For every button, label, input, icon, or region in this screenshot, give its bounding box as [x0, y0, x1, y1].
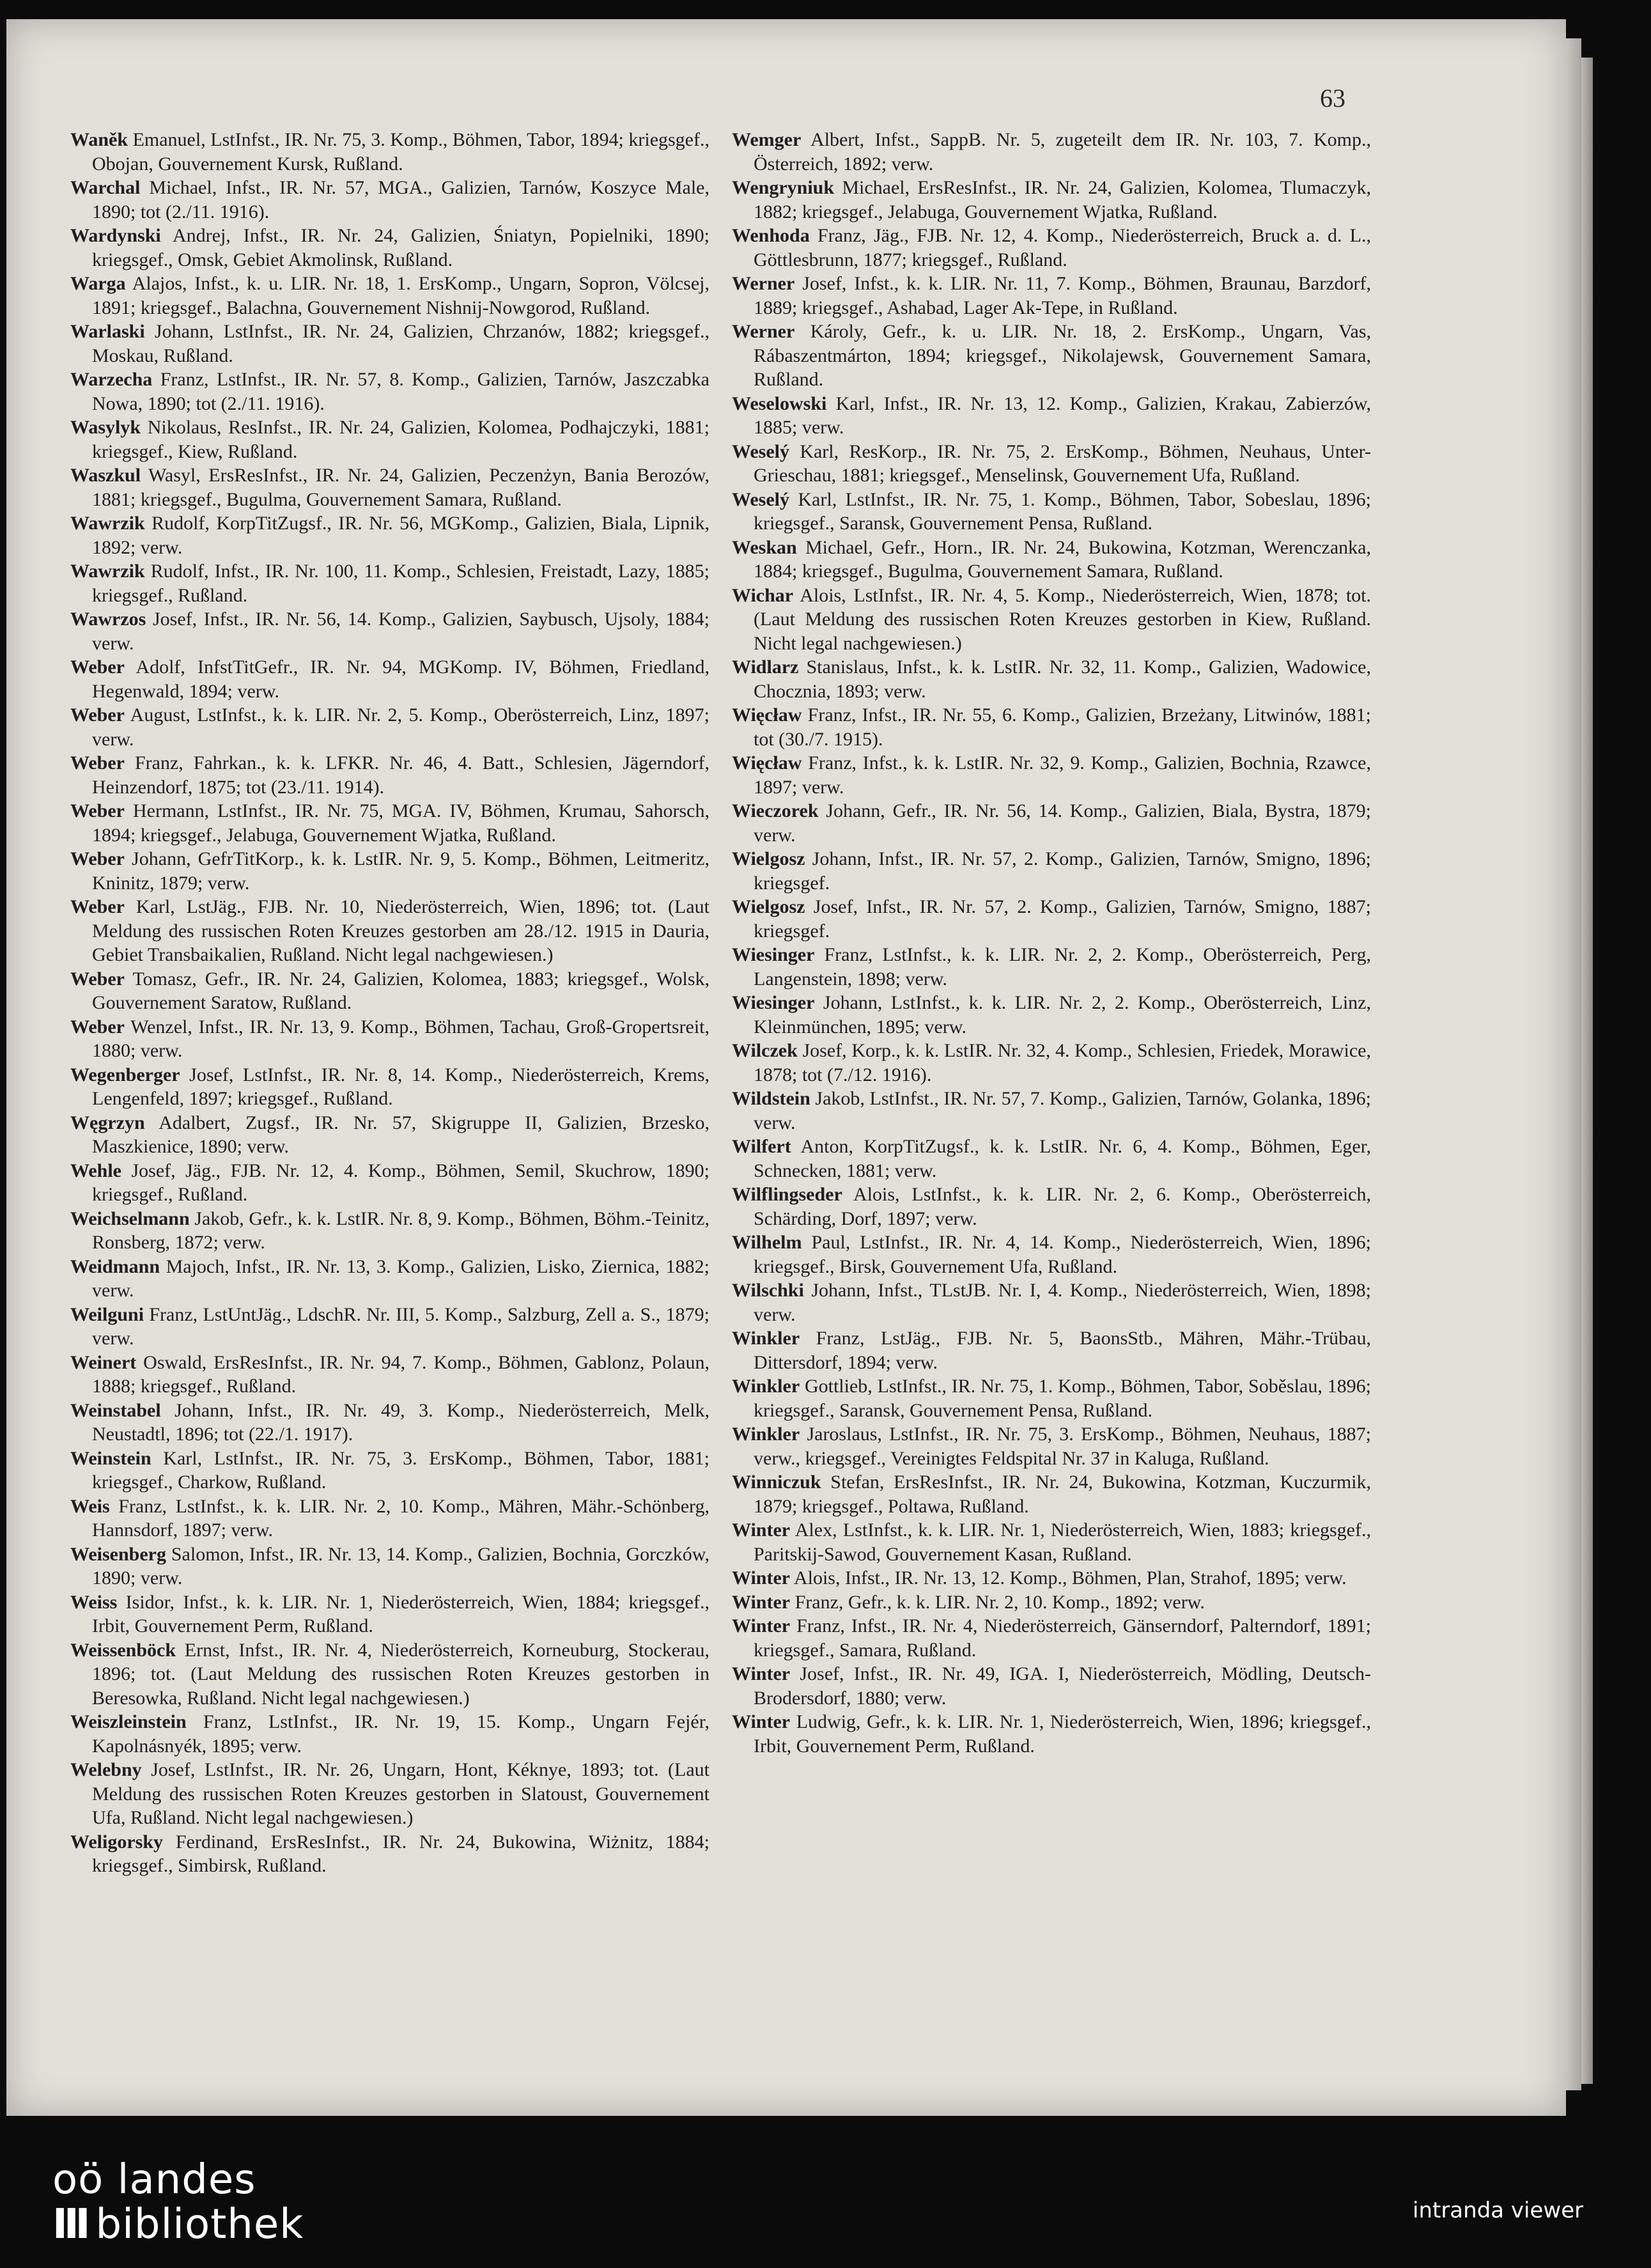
- entry-details: Ernst, Infst., IR. Nr. 4, Niederösterreich, Korneuburg, Stockerau, 1896; tot. (Laut Meldung des russischen Roten Kreuzes gestorben in Beresowka, Rußland. Nicht legal nachgewiesen.): [92, 1639, 709, 1709]
- list-item: [70, 1063, 709, 1111]
- entry-details: Alois, LstInfst., IR. Nr. 4, 5. Komp., Niederösterreich, Wien, 1878; tot. (Laut Meldung des russischen Roten Kreuzes gestorben in Kiew, Rußland. Nicht legal nachgewiesen.): [754, 584, 1371, 654]
- entry-surname: Werner: [732, 273, 795, 294]
- entry-details: Karl, LstInfst., IR. Nr. 75, 3. ErsKomp., Böhmen, Tabor, 1881; kriegsgef., Charkow, Rußland.: [92, 1447, 709, 1493]
- entry-details: August, LstInfst., k. k. LIR. Nr. 2, 5. Komp., Oberösterreich, Linz, 1897; verw.: [92, 704, 709, 750]
- entry-surname: Wardynski: [70, 225, 161, 246]
- entry-details: Emanuel, LstInfst., IR. Nr. 75, 3. Komp., Böhmen, Tabor, 1894; kriegsgef., Obojan, Gouvernement Kursk, Rußland.: [92, 129, 709, 175]
- entry-surname: Warga: [70, 273, 126, 294]
- entry-surname: Widlarz: [732, 656, 799, 678]
- list-item: [732, 1566, 1371, 1590]
- list-item: [70, 1399, 709, 1447]
- entry-surname: Wilflingseder: [732, 1184, 842, 1205]
- list-item: [732, 176, 1371, 224]
- entry-surname: Weinstein: [70, 1447, 151, 1469]
- scanned-page: [6, 19, 1566, 2116]
- list-item: [70, 751, 709, 799]
- entry-surname: Weber: [70, 1016, 125, 1037]
- entry-details: Nikolaus, ResInfst., IR. Nr. 24, Galizien, Kolomea, Podhajczyki, 1881; kriegsgef., Kiew, Rußland.: [92, 417, 709, 462]
- entry-details: Jakob, LstInfst., IR. Nr. 57, 7. Komp., Galizien, Tarnów, Golanka, 1896; verw.: [754, 1088, 1371, 1133]
- entry-surname: Weissenböck: [70, 1639, 176, 1661]
- entry-surname: Waněk: [70, 129, 128, 150]
- list-item: [732, 1326, 1371, 1374]
- entry-details: Johann, LstInfst., k. k. LIR. Nr. 2, 2. Komp., Oberösterreich, Linz, Kleinmünchen, 1895; verw.: [754, 992, 1371, 1037]
- list-item: [70, 224, 709, 272]
- list-item: [732, 584, 1371, 656]
- entry-surname: Wilhelm: [732, 1232, 802, 1253]
- entry-details: Alajos, Infst., k. u. LIR. Nr. 18, 1. ErsKomp., Ungarn, Sopron, Völcsej, 1891; kriegsgef., Balachna, Gouvernement Nishnij-Nowgorod, Rußland.: [92, 273, 709, 318]
- entry-details: Franz, LstUntJäg., LdschR. Nr. III, 5. Komp., Salzburg, Zell a. S., 1879; verw.: [92, 1303, 709, 1349]
- entry-surname: Wemger: [732, 129, 802, 150]
- entry-details: Rudolf, Infst., IR. Nr. 100, 11. Komp., Schlesien, Freistadt, Lazy, 1885; kriegsgef., Rußland.: [92, 561, 709, 606]
- list-item: [732, 320, 1371, 392]
- list-item: [732, 847, 1371, 895]
- entry-surname: Weiszleinstein: [70, 1711, 187, 1732]
- entry-details: Franz, Jäg., FJB. Nr. 12, 4. Komp., Niederösterreich, Bruck a. d. L., Göttlesbrunn, 1877; kriegsgef., Rußland.: [754, 225, 1371, 270]
- list-item: [732, 440, 1371, 488]
- entry-details: Michael, Gefr., Horn., IR. Nr. 24, Bukowina, Kotzman, Werenczanka, 1884; kriegsgef., Bugulma, Gouvernement Samara, Rußland.: [754, 536, 1371, 582]
- entry-details: Josef, Infst., IR. Nr. 56, 14. Komp., Galizien, Saybusch, Ujsoly, 1884; verw.: [92, 609, 709, 654]
- entry-surname: Winter: [732, 1567, 791, 1588]
- entry-details: Johann, Gefr., IR. Nr. 56, 14. Komp., Galizien, Biala, Bystra, 1879; verw.: [754, 800, 1371, 846]
- entry-details: Adolf, InfstTitGefr., IR. Nr. 94, MGKomp. IV, Böhmen, Friedland, Hegenwald, 1894; verw.: [92, 656, 709, 702]
- list-item: [70, 655, 709, 703]
- entry-details: Károly, Gefr., k. u. LIR. Nr. 18, 2. ErsKomp., Ungarn, Vas, Rábaszentmárton, 1894; kriegsgef., Nikolajewsk, Gouvernement Samara, Rußland.: [754, 321, 1371, 390]
- list-item: [732, 272, 1371, 320]
- entry-surname: Więcław: [732, 752, 802, 773]
- entry-details: Johann, GefrTitKorp., k. k. LstIR. Nr. 9, 5. Komp., Böhmen, Leitmeritz, Kninitz, 1879; verw.: [92, 848, 709, 894]
- entry-details: Oswald, ErsResInfst., IR. Nr. 94, 7. Komp., Böhmen, Gablonz, Polaun, 1888; kriegsgef., Rußland.: [92, 1351, 709, 1397]
- entry-surname: Werner: [732, 321, 795, 342]
- list-item: [70, 1015, 709, 1063]
- list-item: [732, 751, 1371, 799]
- list-item: [732, 655, 1371, 703]
- entry-details: Adalbert, Zugsf., IR. Nr. 57, Skigruppe II, Galizien, Brzesko, Maszkienice, 1890; verw.: [92, 1112, 709, 1157]
- list-item: [732, 895, 1371, 943]
- entry-details: Tomasz, Gefr., IR. Nr. 24, Galizien, Kolomea, 1883; kriegsgef., Wolsk, Gouvernement Saratow, Rußland.: [92, 968, 709, 1013]
- entry-surname: Warlaski: [70, 321, 145, 342]
- list-item: [70, 463, 709, 511]
- list-item: [70, 1758, 709, 1830]
- entry-details: Karl, LstInfst., IR. Nr. 75, 1. Komp., Böhmen, Tabor, Sobeslau, 1896; kriegsgef., Saransk, Gouvernement Pensa, Rußland.: [754, 488, 1371, 534]
- list-item: [732, 1590, 1371, 1615]
- entry-details: Franz, Infst., k. k. LstIR. Nr. 32, 9. Komp., Galizien, Bochnia, Rzawce, 1897; verw.: [754, 752, 1371, 798]
- entry-surname: Weselý: [732, 488, 789, 510]
- entry-details: Josef, LstInfst., IR. Nr. 26, Ungarn, Hont, Kéknye, 1893; tot. (Laut Meldung des russischen Roten Kreuzes gestorben in Slatoust, Gouvernement Ufa, Rußland. Nicht legal nachgewiesen.): [92, 1759, 709, 1828]
- entry-details: Ferdinand, ErsResInfst., IR. Nr. 24, Bukowina, Wiżnitz, 1884; kriegsgef., Simbirsk, Rußland.: [92, 1831, 709, 1876]
- list-item: [70, 967, 709, 1015]
- list-item: [732, 392, 1371, 440]
- right-column: [732, 128, 1371, 1758]
- list-item: [70, 320, 709, 368]
- list-item: [732, 224, 1371, 272]
- list-item: [732, 1662, 1371, 1710]
- list-item: [70, 1111, 709, 1159]
- entry-surname: Weskan: [732, 536, 797, 558]
- list-item: [70, 703, 709, 751]
- logo-line-1: oö landes: [52, 2156, 256, 2203]
- entry-details: Franz, LstInfst., k. k. LIR. Nr. 2, 2. Komp., Oberösterreich, Perg, Langenstein, 1898; verw.: [754, 944, 1371, 990]
- list-item: [70, 1303, 709, 1351]
- entry-details: Karl, Infst., IR. Nr. 13, 12. Komp., Galizien, Krakau, Zabierzów, 1885; verw.: [754, 392, 1371, 438]
- entry-surname: Więcław: [732, 704, 802, 726]
- list-item: [732, 991, 1371, 1039]
- entry-details: Alois, Infst., IR. Nr. 13, 12. Komp., Böhmen, Plan, Strahof, 1895; verw.: [790, 1567, 1347, 1588]
- entry-details: Josef, Infst., k. k. LIR. Nr. 11, 7. Komp., Böhmen, Braunau, Barzdorf, 1889; kriegsgef., Ashabad, Lager Ak-Tepe, in Rußland.: [754, 273, 1371, 318]
- entry-surname: Wasylyk: [70, 417, 141, 438]
- entry-surname: Weinert: [70, 1351, 137, 1373]
- entry-surname: Weber: [70, 896, 125, 917]
- page-edge: [1566, 38, 1581, 2090]
- list-item: [70, 1830, 709, 1878]
- list-item: [732, 1231, 1371, 1278]
- entry-surname: Weber: [70, 752, 125, 773]
- entry-surname: Weichselmann: [70, 1208, 190, 1229]
- list-item: [70, 1447, 709, 1495]
- list-item: [70, 176, 709, 224]
- entry-details: Josef, Infst., IR. Nr. 49, IGA. I, Niederösterreich, Mödling, Deutsch-Brodersdorf, 1880; verw.: [754, 1663, 1371, 1709]
- entry-surname: Wawrzik: [70, 513, 145, 534]
- entry-details: Albert, Infst., SappB. Nr. 5, zugeteilt dem IR. Nr. 103, 7. Komp., Österreich, 1892; verw.: [754, 129, 1371, 175]
- entry-details: Johann, Infst., TLstJB. Nr. I, 4. Komp., Niederösterreich, Wien, 1898; verw.: [754, 1280, 1371, 1325]
- list-item: [70, 895, 709, 967]
- entry-surname: Wawrzik: [70, 561, 145, 582]
- library-logo[interactable]: [52, 2157, 304, 2247]
- entry-surname: Wiesinger: [732, 992, 815, 1013]
- entry-surname: Wichar: [732, 584, 794, 606]
- list-item: [70, 799, 709, 847]
- entry-surname: Weilguni: [70, 1303, 144, 1325]
- list-item: [732, 1087, 1371, 1135]
- entry-surname: Wilczek: [732, 1040, 798, 1061]
- entry-surname: Weber: [70, 800, 125, 821]
- entry-surname: Wielgosz: [732, 848, 805, 869]
- entry-surname: Wilschki: [732, 1280, 804, 1301]
- entry-surname: Weselý: [732, 440, 789, 462]
- entry-details: Alex, LstInfst., k. k. LIR. Nr. 1, Niederösterreich, Wien, 1883; kriegsgef., Paritskij-Sawod, Gouvernement Kasan, Rußland.: [754, 1519, 1371, 1565]
- entry-surname: Weisenberg: [70, 1543, 166, 1565]
- list-item: [70, 416, 709, 463]
- page-number: 63: [1320, 84, 1345, 113]
- entry-details: Johann, Infst., IR. Nr. 57, 2. Komp., Galizien, Tarnów, Smigno, 1896; kriegsgef.: [754, 848, 1371, 894]
- entry-surname: Winter: [732, 1591, 791, 1613]
- entry-details: Franz, LstInfst., k. k. LIR. Nr. 2, 10. Komp., Mähren, Mähr.-Schönberg, Hannsdorf, 1897; verw.: [92, 1495, 709, 1541]
- list-item: [70, 272, 709, 320]
- entry-surname: Węgrzyn: [70, 1112, 145, 1133]
- entry-details: Franz, Fahrkan., k. k. LFKR. Nr. 46, 4. Batt., Schlesien, Jägerndorf, Heinzendorf, 1875; tot (23./11. 1914).: [92, 752, 709, 798]
- logo-word: bibliothek: [95, 2201, 304, 2248]
- entry-details: Josef, LstInfst., IR. Nr. 8, 14. Komp., Niederösterreich, Krems, Lengenfeld, 1897; kriegsgef., Rußland.: [92, 1064, 709, 1109]
- entry-surname: Winkler: [732, 1328, 800, 1349]
- entry-details: Josef, Infst., IR. Nr. 57, 2. Komp., Galizien, Tarnów, Smigno, 1887; kriegsgef.: [754, 896, 1371, 942]
- entry-details: Andrej, Infst., IR. Nr. 24, Galizien, Śniatyn, Popielniki, 1890; kriegsgef., Omsk, Gebiet Akmolinsk, Rußland.: [92, 225, 709, 270]
- page-edge-back: [1581, 58, 1593, 2084]
- list-item: [732, 1135, 1371, 1183]
- entry-surname: Wengryniuk: [732, 177, 835, 198]
- entry-details: Karl, ResKorp., IR. Nr. 75, 2. ErsKomp., Böhmen, Neuhaus, Unter-Grieschau, 1881; kriegsgef., Menselinsk, Gouvernement Ufa, Rußland.: [754, 440, 1371, 486]
- list-item: [732, 1614, 1371, 1662]
- entry-details: Michael, Infst., IR. Nr. 57, MGA., Galizien, Tarnów, Koszyce Male, 1890; tot (2./11. 1916).: [92, 177, 709, 222]
- entry-surname: Weligorsky: [70, 1831, 164, 1852]
- entry-details: Josef, Jäg., FJB. Nr. 12, 4. Komp., Böhmen, Semil, Skuchrow, 1890; kriegsgef., Rußland.: [92, 1160, 709, 1205]
- list-item: [732, 1374, 1371, 1422]
- entry-details: Hermann, LstInfst., IR. Nr. 75, MGA. IV, Böhmen, Krumau, Sahorsch, 1894; kriegsgef., Jelabuga, Gouvernement Wjatka, Rußland.: [92, 800, 709, 846]
- entry-surname: Warzecha: [70, 369, 153, 390]
- entry-details: Stefan, ErsResInfst., IR. Nr. 24, Bukowina, Kotzman, Kuczurmik, 1879; kriegsgef., Poltawa, Rußland.: [754, 1472, 1371, 1517]
- list-item: [70, 1710, 709, 1758]
- entry-details: Rudolf, KorpTitZugsf., IR. Nr. 56, MGKomp., Galizien, Biala, Lipnik, 1892; verw.: [92, 513, 709, 558]
- list-item: [70, 847, 709, 895]
- list-item: [70, 368, 709, 416]
- entry-surname: Winniczuk: [732, 1472, 821, 1493]
- list-item: [70, 607, 709, 655]
- entry-surname: Wielgosz: [732, 896, 805, 917]
- list-item: [70, 1542, 709, 1590]
- entry-details: Karl, LstJäg., FJB. Nr. 10, Niederösterreich, Wien, 1896; tot. (Laut Meldung des russischen Roten Kreuzes gestorben am 28./12. 1915 in Dauria, Gebiet Transbaikalien, Rußland. Nicht legal nachgewiesen.): [92, 896, 709, 965]
- entry-details: Wenzel, Infst., IR. Nr. 13, 9. Komp., Böhmen, Tachau, Groß-Gropertsreit, 1880; verw.: [92, 1016, 709, 1061]
- entry-details: Josef, Korp., k. k. LstIR. Nr. 32, 4. Komp., Schlesien, Friedek, Morawice, 1878; tot (7./12. 1916).: [754, 1040, 1371, 1085]
- entry-surname: Weis: [70, 1495, 110, 1517]
- entry-details: Franz, LstInfst., IR. Nr. 57, 8. Komp., Galizien, Tarnów, Jaszczabka Nowa, 1890; tot (2./11. 1916).: [92, 369, 709, 414]
- entry-details: Franz, LstJäg., FJB. Nr. 5, BaonsStb., Mähren, Mähr.-Trübau, Dittersdorf, 1894; verw.: [754, 1328, 1371, 1373]
- entry-surname: Weber: [70, 656, 125, 678]
- entry-surname: Wawrzos: [70, 609, 146, 630]
- entry-details: Stanislaus, Infst., k. k. LstIR. Nr. 32, 11. Komp., Galizien, Wadowice, Chocznia, 1893; verw.: [754, 656, 1371, 702]
- left-column: [70, 128, 709, 1878]
- entry-surname: Warchal: [70, 177, 141, 198]
- entry-surname: Winter: [732, 1711, 791, 1732]
- entry-details: Majoch, Infst., IR. Nr. 13, 3. Komp., Galizien, Lisko, Ziernica, 1882; verw.: [92, 1255, 709, 1301]
- list-item: [70, 1495, 709, 1542]
- list-item: [732, 128, 1371, 176]
- entry-surname: Weber: [70, 968, 125, 990]
- list-item: [732, 799, 1371, 847]
- entry-surname: Wildstein: [732, 1088, 810, 1109]
- entry-surname: Winter: [732, 1663, 791, 1684]
- list-item: [732, 1710, 1371, 1758]
- entry-surname: Welebny: [70, 1759, 142, 1780]
- entry-surname: Wehle: [70, 1160, 121, 1181]
- entry-details: Franz, LstInfst., IR. Nr. 19, 15. Komp., Ungarn Fejér, Kapolnásnyék, 1895; verw.: [92, 1711, 709, 1757]
- list-item: [732, 1183, 1371, 1231]
- list-item: [732, 536, 1371, 584]
- entry-details: Gottlieb, LstInfst., IR. Nr. 75, 1. Komp., Böhmen, Tabor, Soběslau, 1896; kriegsgef., Saransk, Gouvernement Pensa, Rußland.: [754, 1376, 1371, 1421]
- entry-details: Alois, LstInfst., k. k. LIR. Nr. 2, 6. Komp., Oberösterreich, Schärding, Dorf, 1897; verw.: [754, 1184, 1371, 1229]
- list-item: [70, 1207, 709, 1255]
- entry-details: Salomon, Infst., IR. Nr. 13, 14. Komp., Galizien, Bochnia, Gorczków, 1890; verw.: [92, 1543, 709, 1588]
- entry-surname: Weber: [70, 704, 125, 726]
- entry-surname: Weiss: [70, 1591, 118, 1613]
- entry-surname: Weselowski: [732, 392, 827, 414]
- logo-line-2: [52, 2202, 304, 2247]
- entry-details: Anton, KorpTitZugsf., k. k. LstIR. Nr. 6, 4. Komp., Böhmen, Eger, Schnecken, 1881; verw.: [754, 1136, 1371, 1181]
- entry-details: Wasyl, ErsResInfst., IR. Nr. 24, Galizien, Peczenżyn, Bania Berozów, 1881; kriegsgef., Bugulma, Gouvernement Samara, Rußland.: [92, 465, 709, 510]
- entry-details: Paul, LstInfst., IR. Nr. 4, 14. Komp., Niederösterreich, Wien, 1896; kriegsgef., Birsk, Gouvernement Ufa, Rußland.: [754, 1232, 1371, 1277]
- entry-surname: Wiesinger: [732, 944, 815, 965]
- entry-surname: Weinstabel: [70, 1399, 161, 1421]
- entry-surname: Winkler: [732, 1424, 800, 1445]
- entry-details: Johann, LstInfst., IR. Nr. 24, Galizien, Chrzanów, 1882; kriegsgef., Moskau, Rußland.: [92, 321, 709, 366]
- list-item: [70, 128, 709, 176]
- list-item: [70, 1590, 709, 1638]
- list-item: [70, 511, 709, 559]
- list-item: [70, 1351, 709, 1399]
- entry-details: Jakob, Gefr., k. k. LstIR. Nr. 8, 9. Komp., Böhmen, Böhm.-Teinitz, Ronsberg, 1872; verw.: [92, 1208, 709, 1253]
- entry-surname: Wilfert: [732, 1136, 791, 1157]
- list-item: [70, 1159, 709, 1207]
- viewer-label[interactable]: intranda viewer: [1413, 2198, 1584, 2223]
- list-item: [70, 1638, 709, 1711]
- list-item: [732, 1470, 1371, 1518]
- entry-surname: Wegenberger: [70, 1064, 180, 1085]
- entry-details: Franz, Infst., IR. Nr. 4, Niederösterreich, Gänserndorf, Palterndorf, 1891; kriegsgef., Samara, Rußland.: [754, 1615, 1371, 1661]
- entry-surname: Weidmann: [70, 1255, 160, 1277]
- list-item: [732, 488, 1371, 536]
- list-item: [732, 1518, 1371, 1566]
- entry-surname: Weber: [70, 848, 125, 869]
- entry-details: Isidor, Infst., k. k. LIR. Nr. 1, Niederösterreich, Wien, 1884; kriegsgef., Irbit, Gouvernement Perm, Rußland.: [92, 1591, 709, 1636]
- list-item: [70, 559, 709, 607]
- entry-details: Jaroslaus, LstInfst., IR. Nr. 75, 3. ErsKomp., Böhmen, Neuhaus, 1887; verw., kriegsgef., Vereinigtes Feldspital Nr. 37 in Kaluga, Rußland.: [754, 1424, 1371, 1469]
- entry-surname: Winkler: [732, 1376, 800, 1397]
- list-item: [732, 703, 1371, 751]
- entry-surname: Waszkul: [70, 465, 141, 486]
- list-item: [732, 1039, 1371, 1087]
- list-item: [732, 943, 1371, 991]
- entry-details: Ludwig, Gefr., k. k. LIR. Nr. 1, Niederösterreich, Wien, 1896; kriegsgef., Irbit, Gouvernement Perm, Rußland.: [754, 1711, 1371, 1757]
- list-item: [732, 1278, 1371, 1326]
- entry-details: Johann, Infst., IR. Nr. 49, 3. Komp., Niederösterreich, Melk, Neustadtl, 1896; tot (22./1. 1917).: [92, 1399, 709, 1445]
- logo-bars-icon: III: [52, 2201, 87, 2248]
- entry-surname: Winter: [732, 1519, 791, 1541]
- entry-surname: Winter: [732, 1615, 791, 1636]
- entry-surname: Wenhoda: [732, 225, 810, 246]
- entry-surname: Wieczorek: [732, 800, 819, 821]
- list-item: [732, 1422, 1371, 1470]
- list-item: [70, 1255, 709, 1303]
- entry-details: Franz, Infst., IR. Nr. 55, 6. Komp., Galizien, Brzeżany, Litwinów, 1881; tot (30./7. 1915).: [754, 704, 1371, 750]
- entry-details: Michael, ErsResInfst., IR. Nr. 24, Galizien, Kolomea, Tlumaczyk, 1882; kriegsgef., Jelabuga, Gouvernement Wjatka, Rußland.: [754, 177, 1371, 222]
- entry-details: Franz, Gefr., k. k. LIR. Nr. 2, 10. Komp., 1892; verw.: [790, 1591, 1205, 1613]
